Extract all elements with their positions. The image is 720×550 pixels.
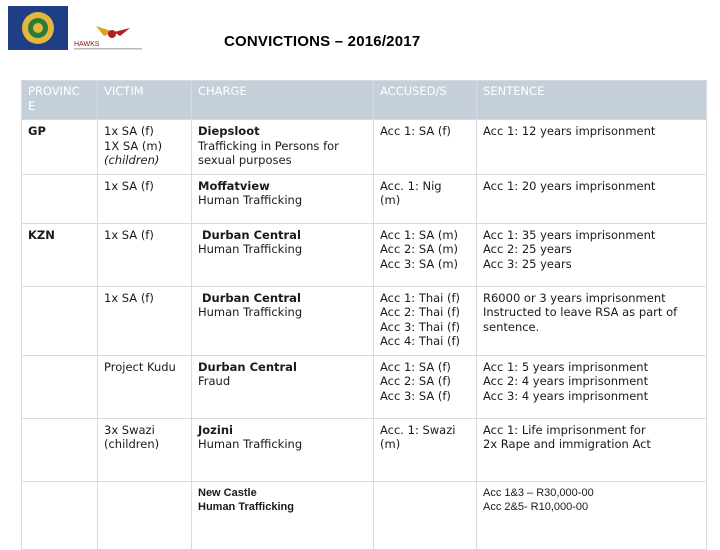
table-row [22, 355, 707, 418]
accused-cell: Acc 1: SA (m) Acc 2: SA (m) Acc 3: SA (m) [374, 223, 477, 286]
column-header-charge: CHARGE [192, 81, 374, 120]
convictions-table [21, 80, 706, 550]
province-cell [22, 418, 98, 481]
page-title: CONVICTIONS – 2016/2017 [224, 33, 421, 50]
sentence-cell: Acc 1: 12 years imprisonment [477, 120, 707, 175]
sentence-cell: Acc 1: 5 years imprisonment Acc 2: 4 years imprisonment Acc 3: 4 years imprisonment [477, 355, 707, 418]
province-cell: KZN [22, 223, 98, 286]
province-cell: GP [22, 120, 98, 175]
hawks-logo [70, 22, 146, 52]
column-header-sentence: SENTENCE [477, 81, 707, 120]
charge-cell: Moffatview Human Trafficking [192, 174, 374, 223]
column-header-victim: VICTIM [98, 81, 192, 120]
sentence-cell: Acc 1: Life imprisonment for 2x Rape and immigration Act [477, 418, 707, 481]
province-cell [22, 286, 98, 355]
column-header-accused: ACCUSED/S [374, 81, 477, 120]
table-row [22, 120, 707, 175]
table-header-row [22, 81, 707, 120]
table-row [22, 286, 707, 355]
victim-cell: 1x SA (f) 1X SA (m) (children) [98, 120, 192, 175]
victim-cell: 3x Swazi (children) [98, 418, 192, 481]
table-row [22, 418, 707, 481]
charge-cell: Diepsloot Trafficking in Persons for sexual purposes [192, 120, 374, 175]
charge-cell: Durban Central Human Trafficking [192, 223, 374, 286]
sentence-cell: R6000 or 3 years imprisonment Instructed to leave RSA as part of sentence. [477, 286, 707, 355]
province-cell [22, 174, 98, 223]
accused-cell: Acc. 1: Swazi (m) [374, 418, 477, 481]
victim-cell: 1x SA (f) [98, 286, 192, 355]
hawks-logo-text: HAWKS [74, 41, 100, 48]
province-cell [22, 355, 98, 418]
coat-of-arms-logo [8, 6, 68, 50]
charge-cell: New Castle Human Trafficking [192, 481, 374, 549]
victim-cell: Project Kudu [98, 355, 192, 418]
sentence-cell: Acc 1: 20 years imprisonment [477, 174, 707, 223]
charge-cell: Durban Central Fraud [192, 355, 374, 418]
column-header-province: PROVINC E [22, 81, 98, 120]
accused-cell: Acc. 1: Nig (m) [374, 174, 477, 223]
accused-cell: Acc 1: SA (f) Acc 2: SA (f) Acc 3: SA (f) [374, 355, 477, 418]
table-row [22, 174, 707, 223]
charge-cell: Durban Central Human Trafficking [192, 286, 374, 355]
accused-cell: Acc 1: Thai (f) Acc 2: Thai (f) Acc 3: Thai (f) Acc 4: Thai (f) [374, 286, 477, 355]
accused-cell: Acc 1: SA (f) [374, 120, 477, 175]
accused-cell [374, 481, 477, 549]
victim-cell [98, 481, 192, 549]
sentence-cell: Acc 1: 35 years imprisonment Acc 2: 25 years Acc 3: 25 years [477, 223, 707, 286]
table-row [22, 223, 707, 286]
victim-cell: 1x SA (f) [98, 174, 192, 223]
victim-cell: 1x SA (f) [98, 223, 192, 286]
charge-cell: Jozini Human Trafficking [192, 418, 374, 481]
sentence-cell: Acc 1&3 – R30,000-00 Acc 2&5- R10,000-00 [477, 481, 707, 549]
table-row [22, 481, 707, 549]
province-cell [22, 481, 98, 549]
